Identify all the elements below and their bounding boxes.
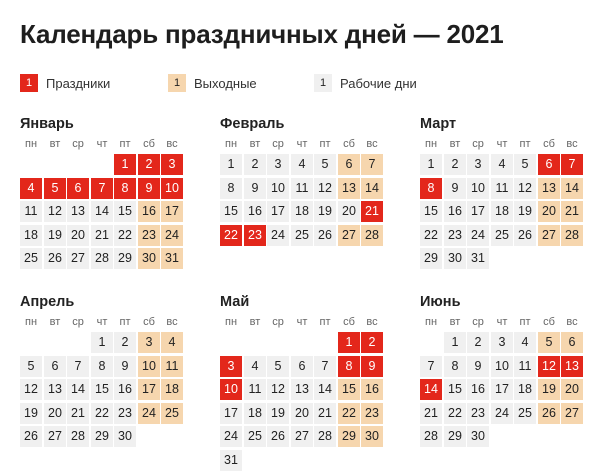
day-cell: 30 [467,426,489,447]
day-cell: 23 [444,225,466,246]
day-cell: 13 [291,379,313,400]
day-cell: 12 [538,356,560,377]
weekday-label: сб [543,138,555,150]
weekday-label: вт [249,138,261,150]
day-cell: 18 [291,201,313,222]
day-cell: 21 [561,201,583,222]
day-cell: 16 [138,201,160,222]
day-cell: 26 [20,426,42,447]
weekday-label: пт [119,316,131,328]
day-cell: 30 [114,426,136,447]
day-cell: 5 [538,332,560,353]
day-cell: 20 [538,201,560,222]
day-cell: 14 [420,379,442,400]
day-cell: 31 [220,450,242,471]
weekday-label: вс [166,138,178,150]
day-cell: 7 [67,356,89,377]
weekday-label: сб [143,316,155,328]
day-cell: 10 [467,178,489,199]
day-cell: 6 [67,178,89,199]
day-cell: 9 [244,178,266,199]
month-name: Май [220,294,250,310]
day-cell: 9 [138,178,160,199]
day-cell: 21 [420,403,442,424]
day-cell: 6 [538,154,560,175]
day-cell: 15 [220,201,242,222]
day-cell: 22 [220,225,242,246]
day-cell: 13 [538,178,560,199]
weekday-label: ср [472,138,484,150]
day-cell: 10 [138,356,160,377]
day-cell: 4 [491,154,513,175]
day-cell: 1 [91,332,113,353]
day-cell: 27 [44,426,66,447]
weekday-label: пн [224,316,238,328]
day-cell: 6 [291,356,313,377]
weekday-label: ср [72,316,84,328]
day-cell: 13 [561,356,583,377]
legend-item-weekends [168,73,257,93]
day-cell: 22 [91,403,113,424]
day-cell: 19 [267,403,289,424]
day-cell: 21 [91,225,113,246]
weekday-label: чт [296,138,308,150]
day-cell: 22 [114,225,136,246]
day-cell: 5 [20,356,42,377]
day-cell: 28 [361,225,383,246]
day-cell: 11 [514,356,536,377]
day-cell: 10 [220,379,242,400]
day-cell: 7 [314,356,336,377]
legend-label-weekends: Выходные [194,75,257,91]
day-cell: 13 [338,178,360,199]
weekday-label: чт [96,316,108,328]
legend-swatch-weekend: 1 [168,74,186,92]
day-cell: 16 [114,379,136,400]
day-cell: 13 [44,379,66,400]
weekday-label: пн [24,316,38,328]
weekday-label: чт [496,316,508,328]
day-cell: 1 [444,332,466,353]
day-cell: 16 [444,201,466,222]
day-cell: 9 [444,178,466,199]
day-cell: 30 [444,248,466,269]
day-cell: 27 [538,225,560,246]
weekday-label: пт [319,316,331,328]
day-cell: 24 [491,403,513,424]
day-cell: 15 [338,379,360,400]
day-cell: 27 [67,248,89,269]
legend-label-workdays: Рабочие дни [340,75,417,91]
day-cell: 14 [91,201,113,222]
day-cell: 9 [467,356,489,377]
day-cell: 24 [161,225,183,246]
day-cell: 14 [67,379,89,400]
day-cell: 2 [361,332,383,353]
day-cell: 1 [420,154,442,175]
day-cell: 25 [244,426,266,447]
day-cell: 17 [161,201,183,222]
day-cell: 8 [420,178,442,199]
day-cell: 19 [44,225,66,246]
month-name: Январь [20,116,74,132]
day-cell: 25 [514,403,536,424]
day-cell: 29 [114,248,136,269]
weekday-label: чт [296,316,308,328]
day-cell: 4 [161,332,183,353]
day-cell: 31 [467,248,489,269]
month-6 [420,294,580,443]
day-cell: 2 [467,332,489,353]
day-cell: 18 [20,225,42,246]
weekday-label: пн [224,138,238,150]
day-cell: 11 [161,356,183,377]
day-cell: 28 [314,426,336,447]
day-cell: 5 [514,154,536,175]
day-cell: 3 [491,332,513,353]
day-cell: 14 [314,379,336,400]
weekday-label: ср [472,316,484,328]
day-cell: 25 [491,225,513,246]
day-cell: 30 [361,426,383,447]
day-cell: 22 [338,403,360,424]
day-cell: 4 [514,332,536,353]
day-cell: 6 [338,154,360,175]
day-cell: 20 [67,225,89,246]
weekday-label: сб [543,316,555,328]
day-cell: 24 [138,403,160,424]
weekday-label: вт [449,316,461,328]
weekday-label: вт [49,138,61,150]
weekday-label: пт [119,138,131,150]
legend [0,73,600,93]
month-name: Апрель [20,294,75,310]
day-cell: 29 [444,426,466,447]
day-cell: 7 [361,154,383,175]
day-cell: 22 [444,403,466,424]
weekday-label: пн [424,316,438,328]
weekday-label: вс [566,316,578,328]
day-cell: 3 [467,154,489,175]
day-cell: 21 [67,403,89,424]
day-cell: 8 [91,356,113,377]
day-cell: 6 [561,332,583,353]
day-cell: 27 [561,403,583,424]
day-cell: 17 [467,201,489,222]
weekday-label: вт [449,138,461,150]
day-cell: 7 [91,178,113,199]
weekday-label: вт [249,316,261,328]
day-cell: 17 [267,201,289,222]
day-cell: 16 [467,379,489,400]
day-cell: 14 [361,178,383,199]
weekday-label: вт [49,316,61,328]
weekday-label: ср [272,316,284,328]
day-cell: 25 [161,403,183,424]
weekday-label: чт [96,138,108,150]
day-cell: 26 [314,225,336,246]
day-cell: 11 [491,178,513,199]
day-cell: 8 [220,178,242,199]
day-cell: 26 [514,225,536,246]
legend-item-workdays [314,73,417,93]
day-cell: 28 [420,426,442,447]
day-cell: 24 [467,225,489,246]
day-cell: 3 [220,356,242,377]
day-cell: 23 [361,403,383,424]
day-cell: 29 [420,248,442,269]
weekday-label: пн [24,138,38,150]
day-cell: 20 [291,403,313,424]
day-cell: 23 [467,403,489,424]
day-cell: 11 [20,201,42,222]
day-cell: 18 [244,403,266,424]
day-cell: 25 [291,225,313,246]
weekday-label: сб [143,138,155,150]
day-cell: 5 [314,154,336,175]
month-5 [220,294,380,467]
legend-label-holidays: Праздники [46,75,111,91]
legend-swatch-holiday: 1 [20,74,38,92]
weekday-label: сб [343,138,355,150]
weekday-label: ср [72,138,84,150]
day-cell: 10 [491,356,513,377]
day-cell: 7 [420,356,442,377]
day-cell: 19 [514,201,536,222]
legend-swatch-workday: 1 [314,74,332,92]
day-cell: 15 [114,201,136,222]
day-cell: 3 [267,154,289,175]
month-name: Март [420,116,457,132]
day-cell: 19 [538,379,560,400]
day-cell: 20 [44,403,66,424]
day-cell: 21 [314,403,336,424]
day-cell: 27 [338,225,360,246]
day-cell: 12 [314,178,336,199]
weekday-label: сб [343,316,355,328]
day-cell: 15 [91,379,113,400]
day-cell: 11 [244,379,266,400]
day-cell: 29 [338,426,360,447]
month-name: Февраль [220,116,285,132]
weekday-label: пт [519,138,531,150]
month-4 [20,294,180,443]
day-cell: 12 [44,201,66,222]
day-cell: 20 [338,201,360,222]
day-cell: 2 [444,154,466,175]
day-cell: 31 [161,248,183,269]
day-cell: 17 [138,379,160,400]
day-cell: 5 [44,178,66,199]
day-cell: 4 [244,356,266,377]
weekday-label: пн [424,138,438,150]
day-cell: 12 [20,379,42,400]
weekday-label: вс [366,138,378,150]
day-cell: 27 [291,426,313,447]
day-cell: 5 [267,356,289,377]
day-cell: 3 [161,154,183,175]
day-cell: 26 [267,426,289,447]
day-cell: 22 [420,225,442,246]
day-cell: 28 [67,426,89,447]
day-cell: 24 [220,426,242,447]
day-cell: 10 [267,178,289,199]
day-cell: 12 [514,178,536,199]
day-cell: 16 [361,379,383,400]
day-cell: 17 [220,403,242,424]
day-cell: 25 [20,248,42,269]
day-cell: 4 [291,154,313,175]
day-cell: 2 [244,154,266,175]
legend-item-holidays [20,73,110,93]
day-cell: 13 [67,201,89,222]
weekday-label: вс [166,316,178,328]
day-cell: 1 [220,154,242,175]
day-cell: 30 [138,248,160,269]
day-cell: 17 [491,379,513,400]
weekday-label: вс [566,138,578,150]
weekday-label: вс [366,316,378,328]
weekday-label: чт [496,138,508,150]
day-cell: 23 [244,225,266,246]
day-cell: 11 [291,178,313,199]
day-cell: 6 [44,356,66,377]
day-cell: 15 [420,201,442,222]
day-cell: 28 [561,225,583,246]
weekday-label: пт [519,316,531,328]
day-cell: 9 [114,356,136,377]
day-cell: 12 [267,379,289,400]
day-cell: 15 [444,379,466,400]
day-cell: 20 [561,379,583,400]
weekday-label: пт [319,138,331,150]
day-cell: 28 [91,248,113,269]
day-cell: 9 [361,356,383,377]
day-cell: 23 [138,225,160,246]
day-cell: 18 [514,379,536,400]
day-cell: 7 [561,154,583,175]
day-cell: 1 [114,154,136,175]
day-cell: 19 [20,403,42,424]
day-cell: 4 [20,178,42,199]
day-cell: 18 [491,201,513,222]
day-cell: 18 [161,379,183,400]
day-cell: 19 [314,201,336,222]
day-cell: 10 [161,178,183,199]
day-cell: 26 [538,403,560,424]
weekday-label: ср [272,138,284,150]
day-cell: 23 [114,403,136,424]
day-cell: 8 [114,178,136,199]
day-cell: 16 [244,201,266,222]
day-cell: 3 [138,332,160,353]
day-cell: 8 [338,356,360,377]
day-cell: 24 [267,225,289,246]
day-cell: 1 [338,332,360,353]
day-cell: 2 [114,332,136,353]
day-cell: 2 [138,154,160,175]
day-cell: 8 [444,356,466,377]
day-cell: 29 [91,426,113,447]
month-name: Июнь [420,294,461,310]
day-cell: 26 [44,248,66,269]
day-cell: 21 [361,201,383,222]
day-cell: 14 [561,178,583,199]
page-title: Календарь праздничных дней — 2021 [20,19,504,49]
